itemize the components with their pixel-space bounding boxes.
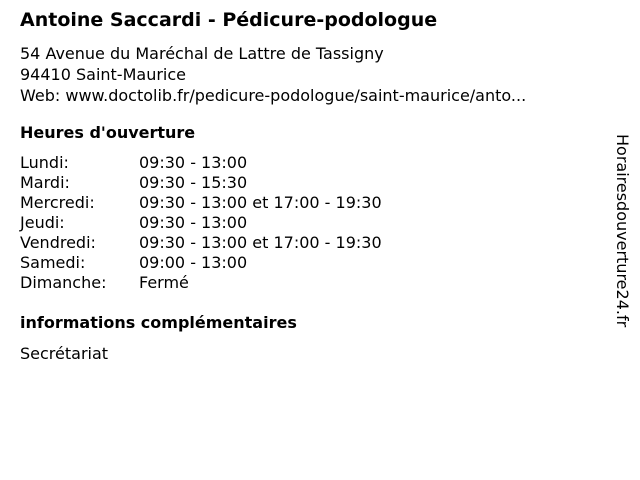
hours-time: 09:30 - 15:30: [139, 173, 248, 192]
address-street: 54 Avenue du Maréchal de Lattre de Tassigny: [20, 44, 384, 63]
hours-day: Vendredi:: [20, 233, 96, 252]
hours-time: 09:30 - 13:00: [139, 153, 248, 172]
hours-day: Jeudi:: [20, 213, 65, 232]
address-block: [20, 43, 526, 106]
hours-time: 09:00 - 13:00: [139, 253, 248, 272]
info-heading: informations complémentaires: [20, 313, 297, 332]
hours-day: Samedi:: [20, 253, 86, 272]
info-text: Secrétariat: [20, 344, 109, 363]
hours-time: 09:30 - 13:00 et 17:00 - 19:30: [139, 233, 382, 252]
hours-day: Lundi:: [20, 153, 69, 172]
watermark: [612, 134, 632, 374]
hours-time: Fermé: [139, 273, 189, 292]
address-city: 94410 Saint-Maurice: [20, 65, 186, 84]
hours-day: Mercredi:: [20, 193, 95, 212]
address-web: Web: www.doctolib.fr/pedicure-podologue/saint-maurice/anto...: [20, 86, 527, 105]
hours-day: Mardi:: [20, 173, 70, 192]
page-title: Antoine Saccardi - Pédicure-podologue: [20, 9, 438, 31]
hours-time: 09:30 - 13:00: [139, 213, 248, 232]
watermark-text: Horairesdouverture24.fr: [613, 134, 632, 328]
hours-day: Dimanche:: [20, 273, 107, 292]
hours-time: 09:30 - 13:00 et 17:00 - 19:30: [139, 193, 382, 212]
hours-heading: Heures d'ouverture: [20, 123, 196, 142]
